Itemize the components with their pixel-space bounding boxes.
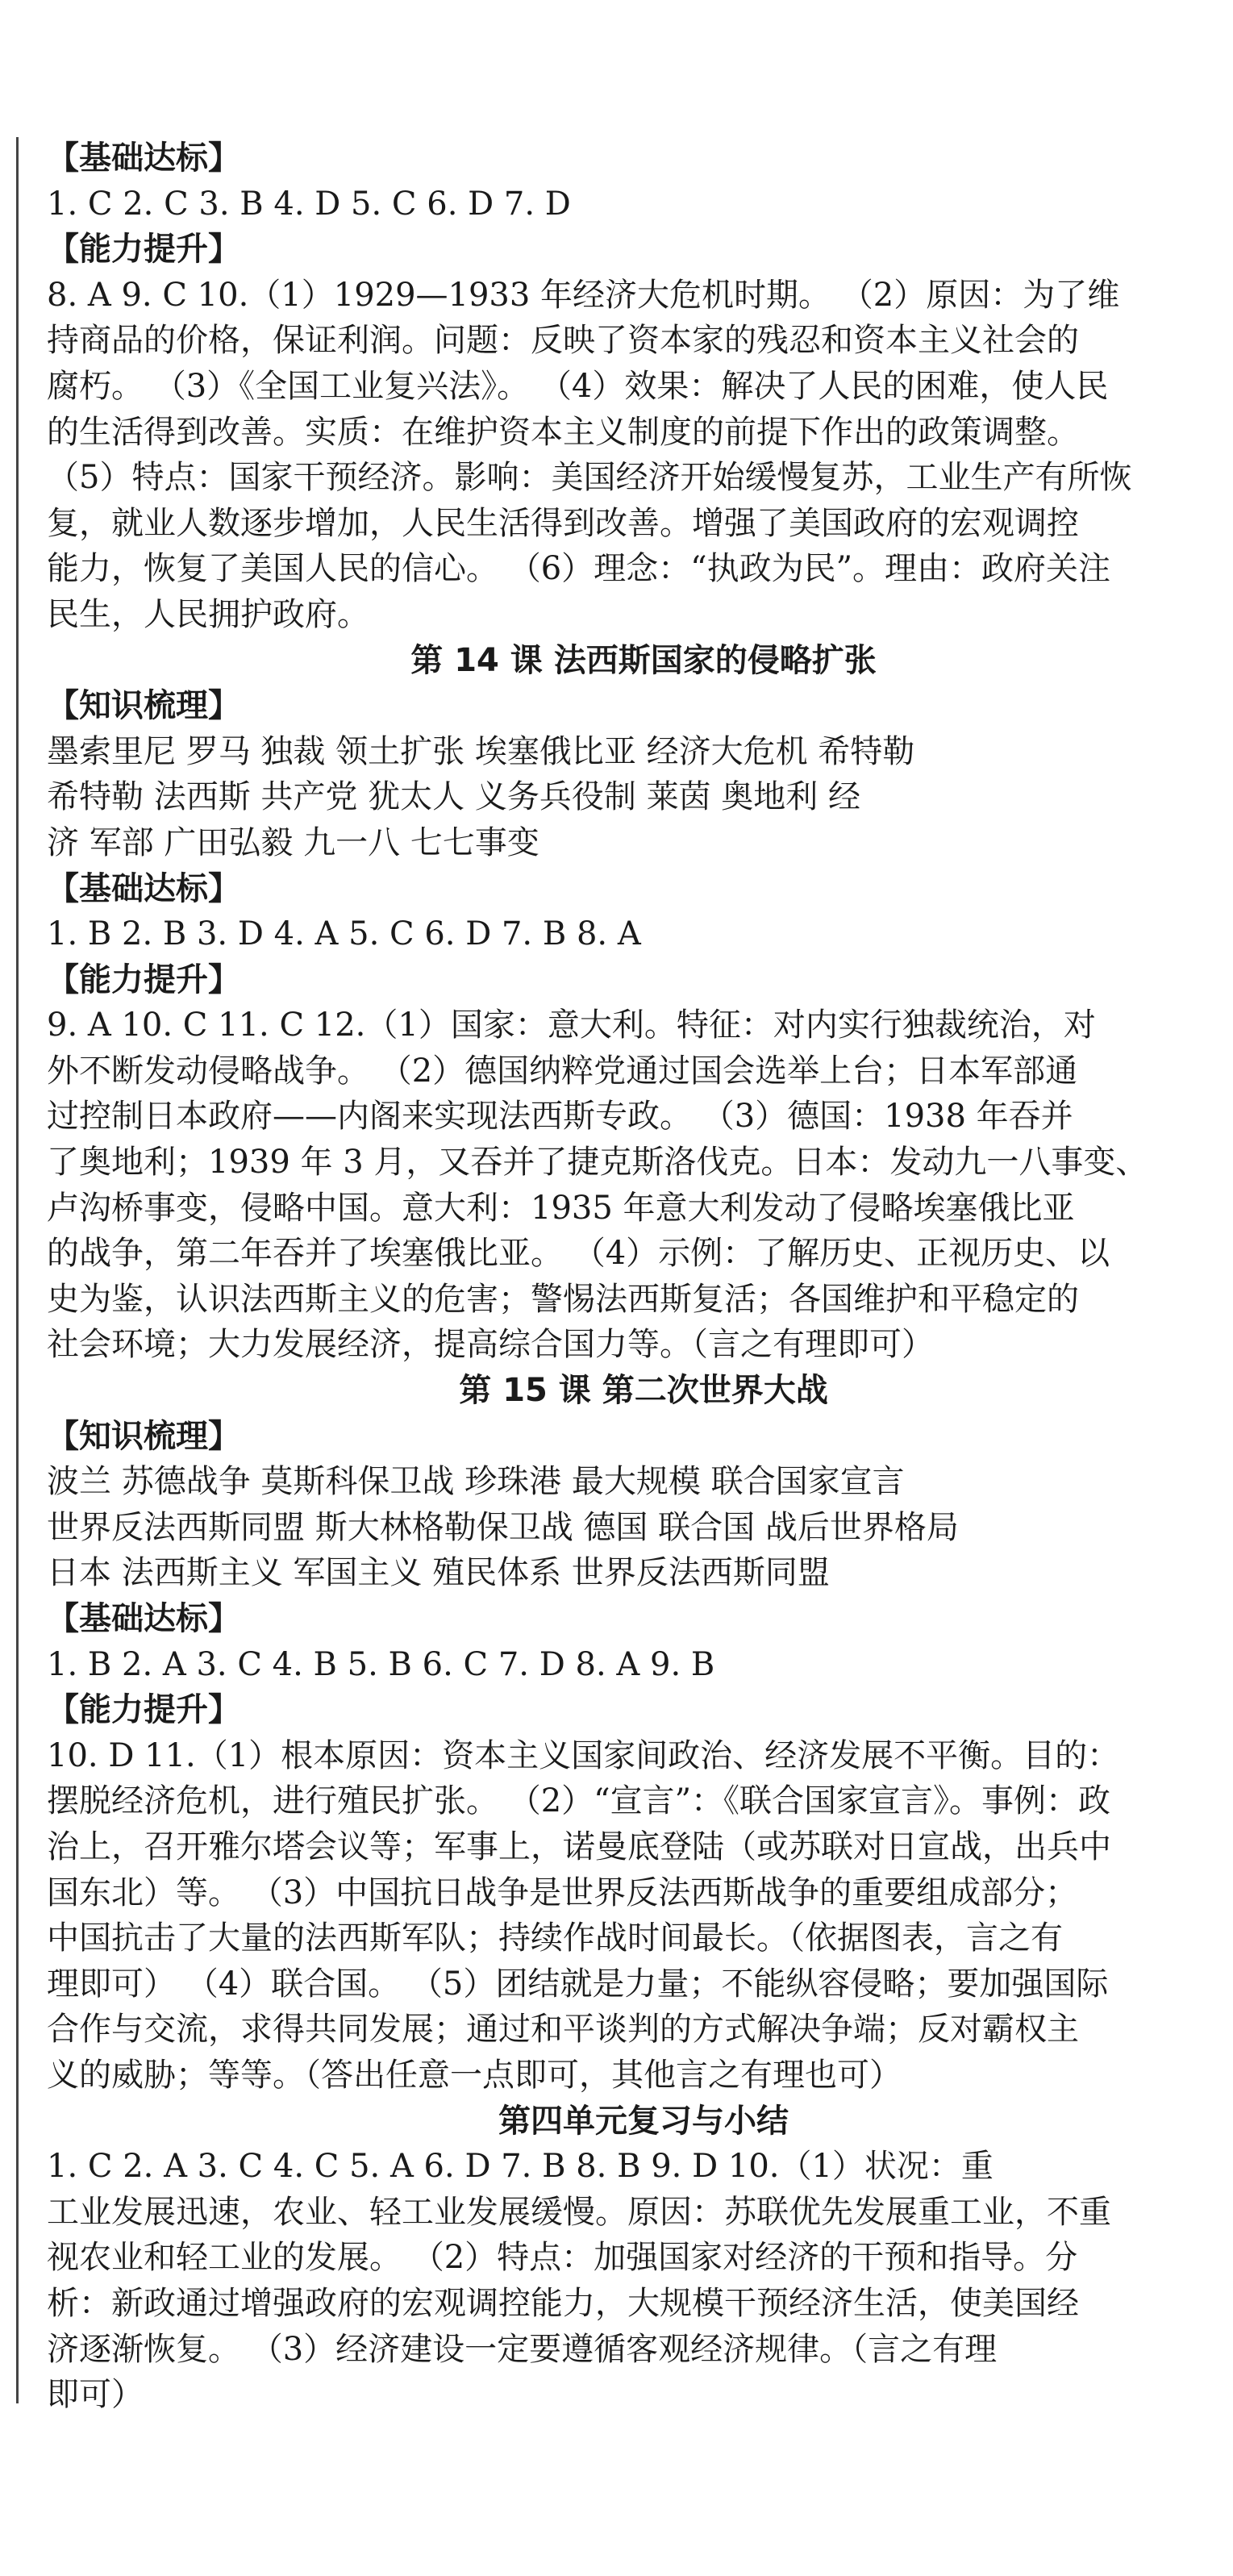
section-heading: 【知识梳理】 (47, 687, 240, 725)
lesson-title-text: 第 15 课 第二次世界大战 (459, 1372, 828, 1410)
answer-line: 复，就业人数逐步增加，人民生活得到改善。增强了美国政府的宏观调控 (47, 504, 1079, 542)
answer-line: 过控制日本政府——内阁来实现法西斯专政。 （3）德国：1938 年吞并 (47, 1098, 1073, 1136)
answer-line: 工业发展迅速，农业、轻工业发展缓慢。原因：苏联优先发展重工业，不重 (47, 2193, 1111, 2231)
answer-line: 1. C 2. C 3. B 4. D 5. C 6. D 7. D (47, 185, 571, 223)
answer-line: 波兰 苏德战争 莫斯科保卫战 珍珠港 最大规模 联合国家宣言 (47, 1463, 905, 1501)
answer-line: 的生活得到改善。实质：在维护资本主义制度的前提下作出的政策调整。 (47, 413, 1079, 451)
lesson-title (47, 1368, 1143, 1414)
answer-line: （5）特点：国家干预经济。影响：美国经济开始缓慢复苏，工业生产有所恢 (47, 459, 1132, 497)
answer-line: 史为鉴，认识法西斯主义的危害；警惕法西斯复活；各国维护和平稳定的 (47, 1280, 1079, 1318)
answer-line: 国东北）等。 （3）中国抗日战争是世界反法西斯战争的重要组成部分； (47, 1874, 1078, 1911)
lesson-title-text: 第 14 课 法西斯国家的侵略扩张 (410, 641, 877, 679)
section-heading: 【能力提升】 (47, 231, 240, 269)
answer-line: 合作与交流，求得共同发展；通过和平谈判的方式解决争端；反对霸权主 (47, 2011, 1079, 2049)
answer-line: 理即可） （4）联合国。 （5）团结就是力量；不能纵容侵略；要加强国际 (47, 1965, 1109, 2003)
answer-line: 日本 法西斯主义 军国主义 殖民体系 世界反法西斯同盟 (47, 1554, 830, 1592)
answer-line: 希特勒 法西斯 共产党 犹太人 义务兵役制 莱茵 奥地利 经 (47, 778, 861, 816)
answer-line: 墨索里尼 罗马 独裁 领土扩张 埃塞俄比亚 经济大危机 希特勒 (47, 732, 915, 770)
section-heading: 【基础达标】 (47, 869, 240, 907)
section-heading: 【知识梳理】 (47, 1417, 240, 1455)
answer-line: 能力，恢复了美国人民的信心。 （6）理念：“执政为民”。理由：政府关注 (47, 550, 1111, 588)
lesson-title (47, 2099, 1143, 2145)
answer-line: 析：新政通过增强政府的宏观调控能力，大规模干预经济生活，使美国经 (47, 2284, 1079, 2322)
answer-line: 持商品的价格，保证利润。问题：反映了资本家的残忍和资本主义社会的 (47, 322, 1079, 360)
answer-line: 济 军部 广田弘毅 九一八 七七事变 (47, 823, 539, 861)
answer-line: 济逐渐恢复。 （3）经济建设一定要遵循客观经济规律。（言之有理 (47, 2330, 998, 2368)
left-margin-rule (16, 137, 19, 2403)
section-heading: 【能力提升】 (47, 961, 240, 998)
lesson-title (47, 638, 1143, 684)
section-heading: 【能力提升】 (47, 1691, 240, 1729)
answer-line: 9. A 10. C 11. C 12.（1）国家：意大利。特征：对内实行独裁统治，对 (47, 1007, 1096, 1044)
answer-line: 的战争，第二年吞并了埃塞俄比亚。 （4）示例：了解历史、正视历史、以 (47, 1235, 1110, 1273)
answer-content (47, 135, 1148, 2418)
answer-line: 社会环境；大力发展经济，提高综合国力等。（言之有理即可） (47, 1326, 934, 1364)
answer-line: 1. B 2. A 3. C 4. B 5. B 6. C 7. D 8. A 9. B (47, 1645, 715, 1683)
answer-line: 腐朽。 （3）《全国工业复兴法》。 （4）效果：解决了人民的困难，使人民 (47, 367, 1109, 405)
answer-line: 世界反法西斯同盟 斯大林格勒保卫战 德国 联合国 战后世界格局 (47, 1508, 959, 1546)
answer-line: 义的威胁；等等。（答出任意一点即可，其他言之有理也可） (47, 2056, 902, 2094)
answer-line: 外不断发动侵略战争。 （2）德国纳粹党通过国会选举上台；日本军部通 (47, 1052, 1078, 1090)
answer-line: 即可） (47, 2376, 144, 2414)
answer-line: 卢沟桥事变，侵略中国。意大利：1935 年意大利发动了侵略埃塞俄比亚 (47, 1189, 1075, 1227)
answer-line: 摆脱经济危机，进行殖民扩张。 （2）“宣言”：《联合国家宣言》。事例：政 (47, 1782, 1111, 1820)
lesson-title-text: 第四单元复习与小结 (498, 2102, 789, 2140)
answer-line: 1. C 2. A 3. C 4. C 5. A 6. D 7. B 8. B 9. D 10.（1）状况：重 (47, 2148, 993, 2186)
answer-line: 10. D 11.（1）根本原因：资本主义国家间政治、经济发展不平衡。目的： (47, 1736, 1120, 1774)
section-heading: 【基础达标】 (47, 1600, 240, 1637)
answer-line: 视农业和轻工业的发展。 （2）特点：加强国家对经济的干预和指导。分 (47, 2239, 1078, 2277)
answer-line: 治上，召开雅尔塔会议等；军事上，诺曼底登陆（或苏联对日宣战，出兵中 (47, 1828, 1111, 1865)
answer-line: 了奥地利；1939 年 3 月，又吞并了捷克斯洛伐克。日本：发动九一八事变、 (47, 1144, 1148, 1182)
answer-line: 8. A 9. C 10.（1）1929—1933 年经济大危机时期。 （2）原因：为了维 (47, 276, 1120, 314)
answer-line: 民生，人民拥护政府。 (47, 595, 369, 633)
section-heading: 【基础达标】 (47, 140, 240, 177)
answer-line: 1. B 2. B 3. D 4. A 5. C 6. D 7. B 8. A (47, 915, 641, 953)
answer-line: 中国抗击了大量的法西斯军队；持续作战时间最长。（依据图表，言之有 (47, 1919, 1063, 1957)
